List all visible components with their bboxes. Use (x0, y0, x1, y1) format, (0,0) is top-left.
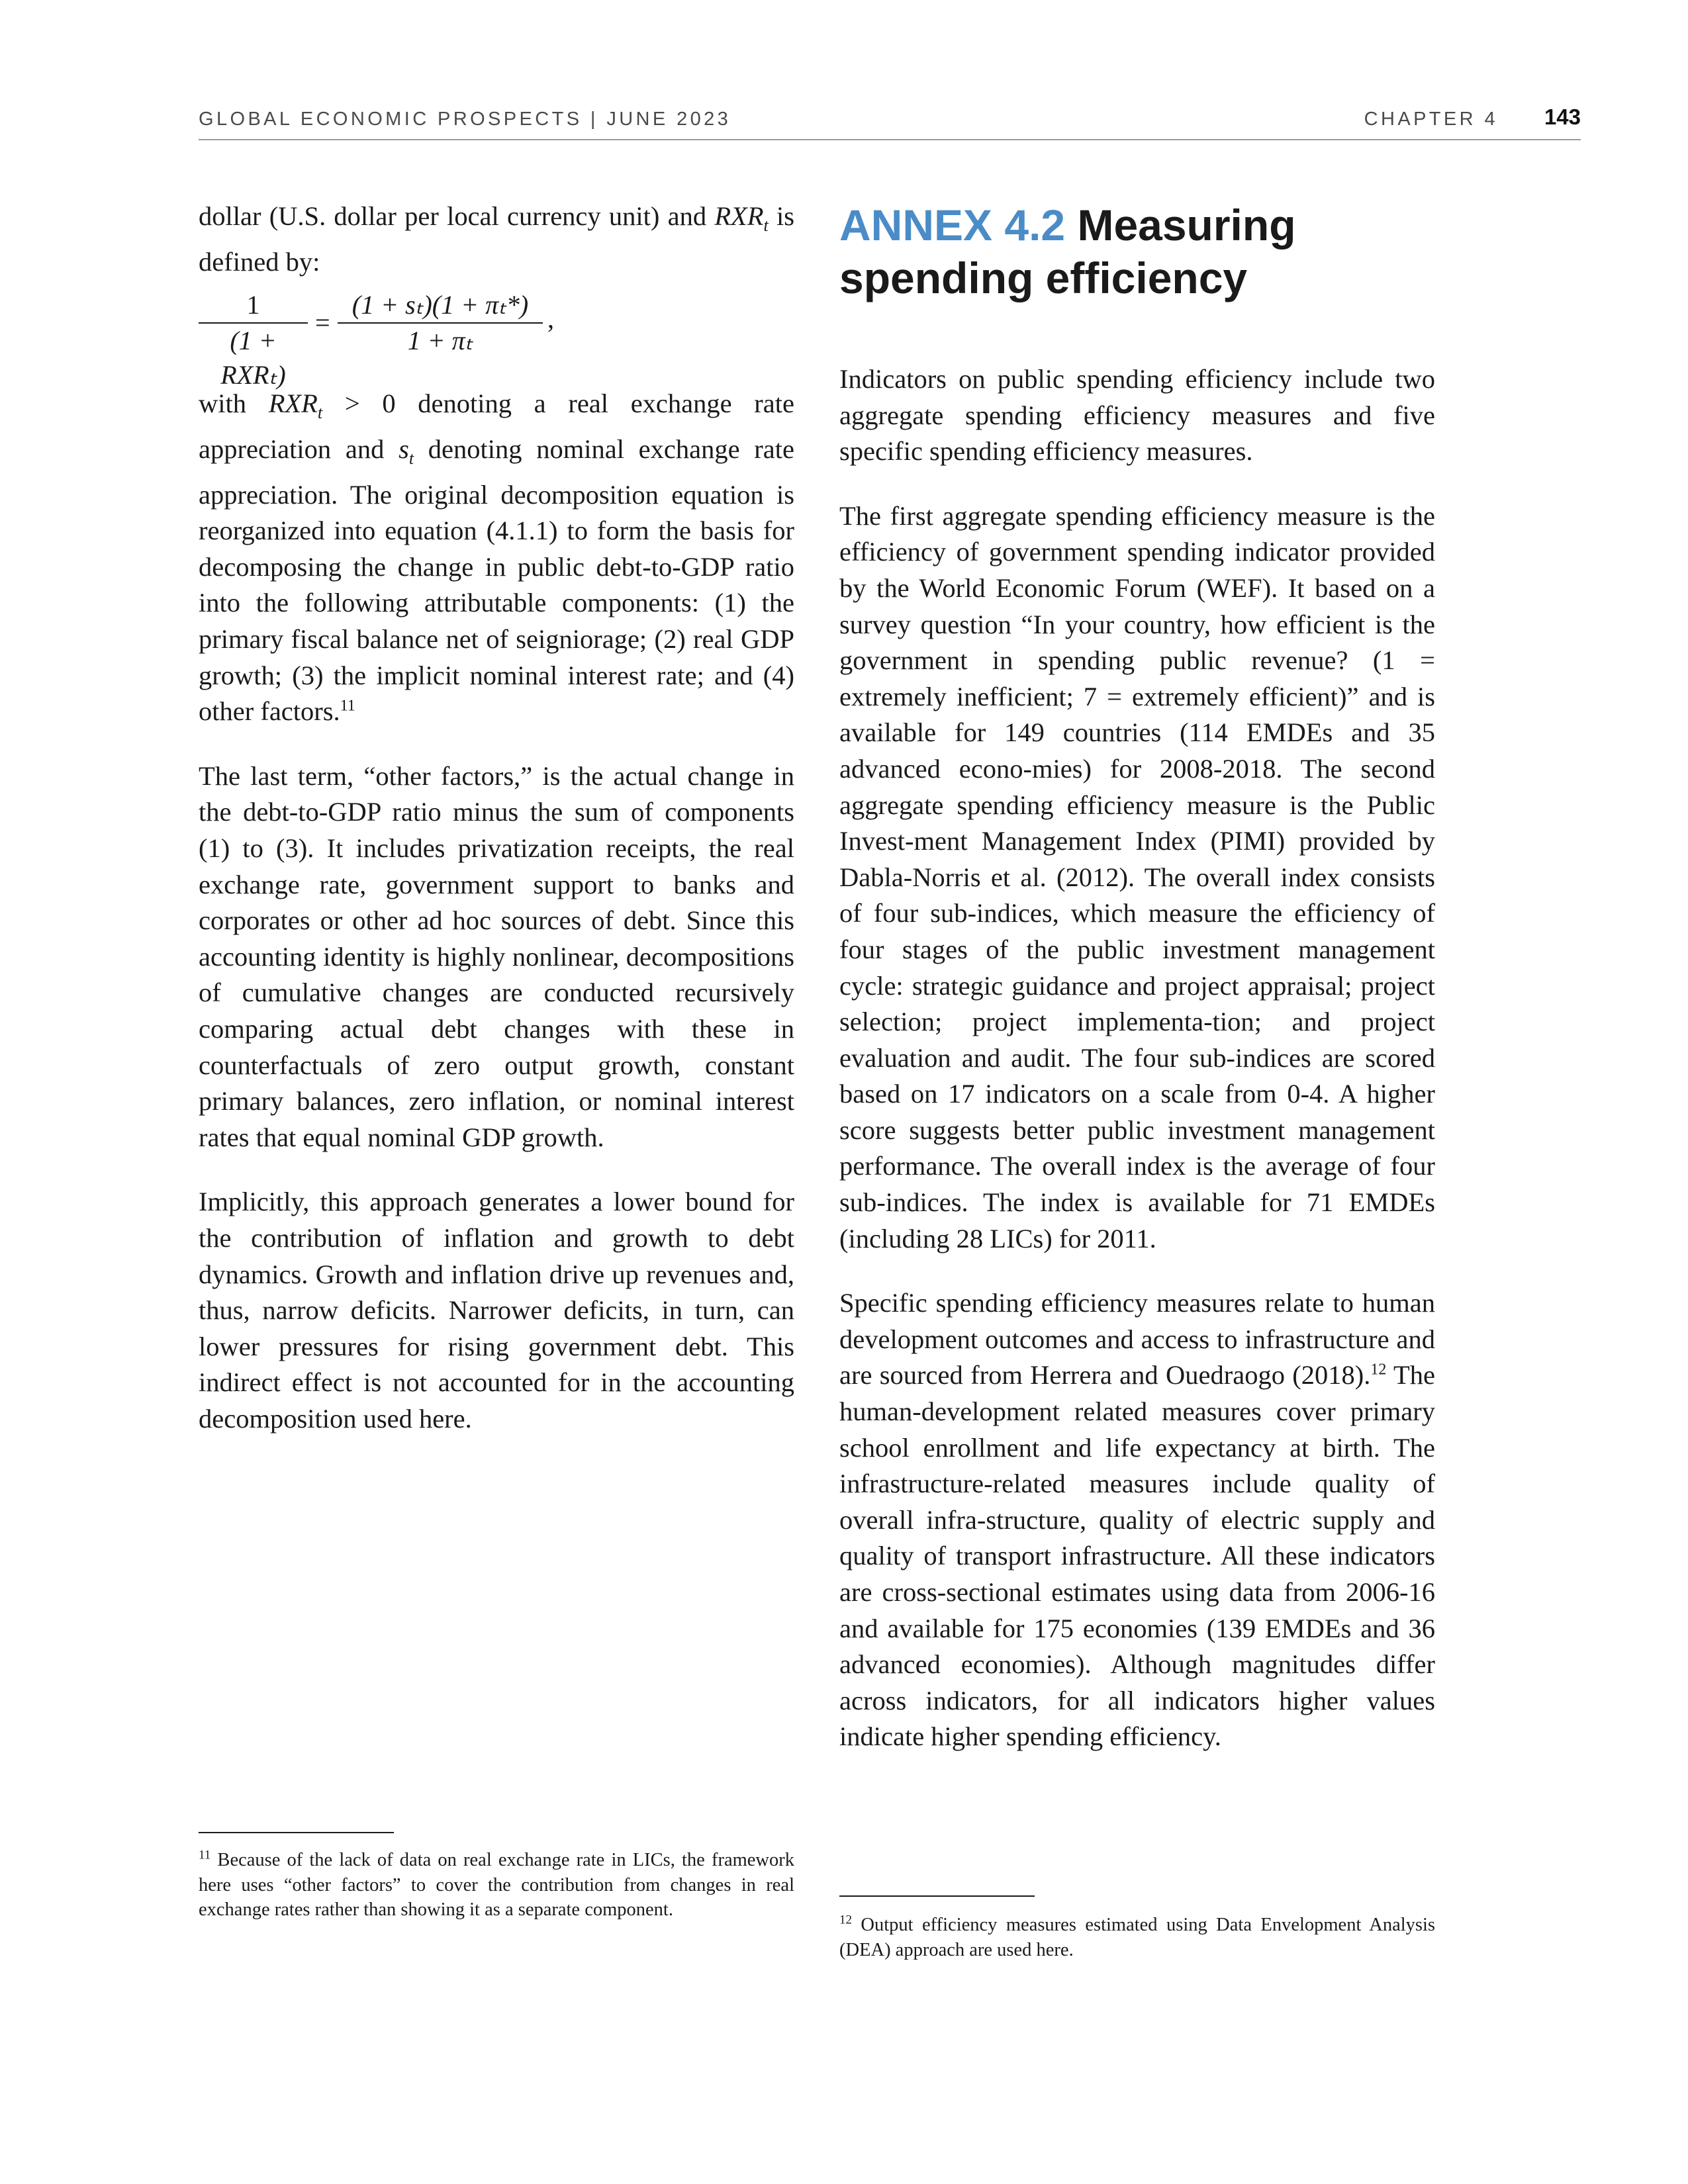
footnote-ref-12[interactable]: 12 (1370, 1361, 1387, 1379)
left-column (199, 199, 794, 1466)
footnote-12: $^{12}$ Output efficiency measures estimated using Data Envelopment Analysis (DEA) approach are used here. (839, 1913, 1435, 1960)
annex-title (839, 199, 1435, 304)
equation-lhs-numerator: 1 (246, 290, 260, 320)
equation-lhs-denominator: (1 + RXRₜ) (199, 322, 308, 358)
right-column (839, 199, 1435, 1784)
paragraph-other-factors: The last term, “other factors,” is the actual change in the debt-to-GDP ratio minus the sum of components (1) to (3). It includes privatization receipts, the real exchange rate, government support to banks and corporates or other ad hoc sources of debt. Since this accounting identity is highly nonlinear, decompositions of cumulative changes are conducted recursively comparing actual debt changes with these in counterfactuals of zero output growth, constant primary balances, zero inflation, or nominal interest rates that equal nominal GDP growth. (199, 760, 794, 1152)
footnote-number-11: 11 (199, 1848, 211, 1862)
equation-comma: , (547, 304, 554, 334)
equation-rhs-numerator: (1 + sₜ)(1 + πₜ*) (352, 290, 529, 320)
footnote-ref-11[interactable]: 11 (340, 697, 355, 715)
running-header (199, 105, 1581, 140)
paragraph-decomposition: with $RXR_t > 0$ denoting a real exchange rate appreciation and $s_t$ denoting nominal exchange rate appreciation. The original decomposition equation is reorganized into equation (4.1.1) to form the basis for decomposing the change in public debt-to-GDP ratio into the following attributable components: (1) the primary fiscal balance net of seigniorage; (2) real GDP growth; (3) the implicit nominal interest rate; and (4) other factors.$^{11}$ (199, 388, 794, 727)
footnote-11: $^{11}$ Because of the lack of data on real exchange rate in LICs, the framework here uses “other factors” to cover the contribution from changes in real exchange rates rather than showing it as a separate component. (199, 1848, 794, 1920)
footnote-rule-left (199, 1832, 394, 1833)
annex-heading-text: Measuring spending efficiency (839, 201, 1296, 302)
paragraph-aggregate-measures: The first aggregate spending efficiency measure is the efficiency of government spending indicator provided by the World Economic Forum (WEF). It based on a survey question “In your country, how efficient is the government in spending public revenue? (1 = extremely inefficient; 7 = extremely efficient)” and is available for 149 countries (114 EMDEs and 35 advanced econo-mies) for 2008-2018. The second aggregate spending efficiency measure is the Public Invest-ment Management Index (PIMI) provided by Dabla-Norris et al. (2012). The overall index consists of four sub-indices, which measure the efficiency of four stages of the public investment management cycle: strategic guidance and project appraisal; project selection; project implementa-tion; and project evaluation and audit. The four sub-indices are scored based on 17 indicators on a scale from 0-4. A higher score suggests better public investment management performance. The overall index is the average of four sub-indices. The index is available for 71 EMDEs (including 28 LICs) for 2011. (839, 500, 1435, 1253)
chapter-label: CHAPTER 4 (1364, 109, 1498, 130)
paragraph-exchange-rate-intro: dollar (U.S. dollar per local currency unit) and $RXR_t$ is defined by: (199, 201, 795, 277)
annex-number: ANNEX 4.2 (839, 201, 1066, 250)
footnote-number-12: 12 (839, 1913, 852, 1927)
var-rxr: RXR (714, 201, 764, 231)
real-exchange-rate-equation (199, 281, 794, 390)
equation-lhs-fraction (199, 288, 308, 390)
equation-rhs-fraction (338, 288, 543, 358)
publication-title: GLOBAL ECONOMIC PROSPECTS | JUNE 2023 (199, 109, 731, 130)
footnote-rule-right (839, 1895, 1035, 1897)
equation-equals: = (315, 308, 330, 338)
page-number: 143 (1544, 105, 1581, 129)
paragraph-indicators-overview: Indicators on public spending efficiency include two aggregate spending efficiency measures and five specific spending efficiency measures. (839, 364, 1435, 467)
equation-rhs-denominator: 1 + πₜ (338, 322, 543, 358)
paragraph-lower-bound: Implicitly, this approach generates a lower bound for the contribution of inflation and growth to debt dynamics. Growth and inflation drive up revenues and, thus, narrow deficits. Narrower deficits, in turn, can lower pressures for rising government debt. This indirect effect is not accounted for in the accounting decomposition used here. (199, 1187, 794, 1433)
paragraph-specific-measures: Specific spending efficiency measures relate to human development outcomes and access to infrastructure and are sourced from Herrera and Ouedraogo (2018).$^{12}$ The human-development related measures cover primary school enrollment and life expectancy at birth. The infrastructure-related measures include quality of overall infra-structure, quality of electric supply and quality of transport infrastructure. All these indicators are cross-sectional estimates using data from 2006-16 and available for 175 economies (139 EMDEs and 36 advanced economies). Although magnitudes differ across indicators, for all indicators higher values indicate higher spending efficiency. (839, 1288, 1435, 1752)
